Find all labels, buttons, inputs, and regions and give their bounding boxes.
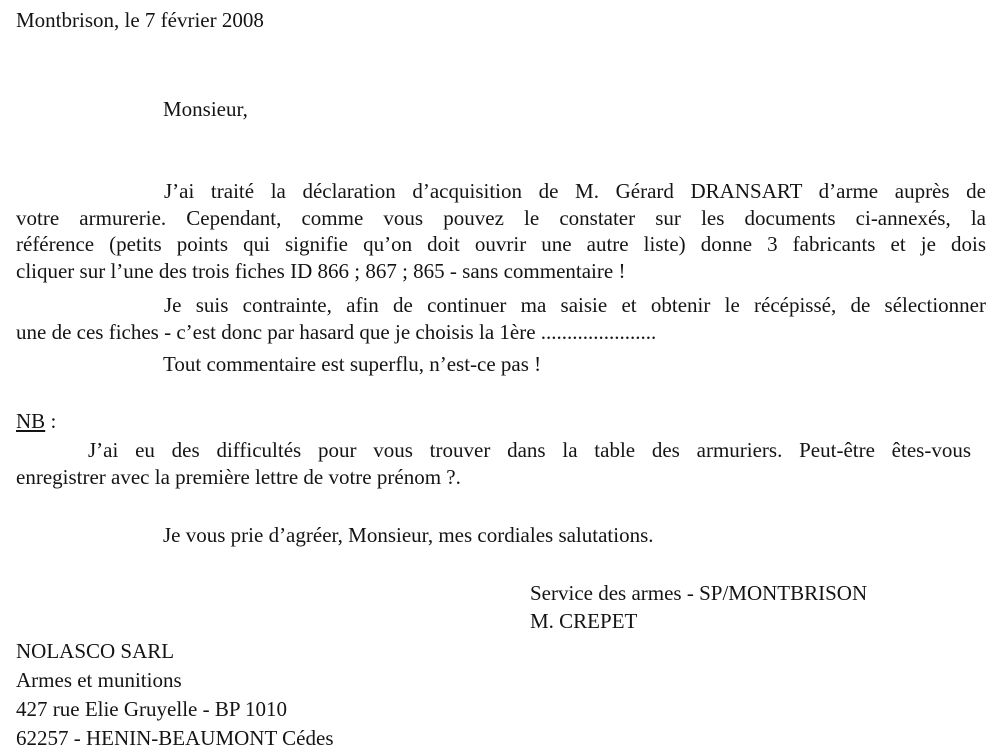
place-date: Montbrison, le 7 février 2008 — [16, 8, 264, 32]
nb-heading — [16, 408, 56, 434]
body-line: référence (petits points qui signifie qu’on doit ouvrir une autre liste) donne 3 fabricants et je dois — [16, 232, 986, 256]
body-paragraph-2 — [16, 292, 986, 345]
recipient-street: 427 rue Elie Gruyelle - BP 1010 — [16, 697, 288, 721]
nb-label: NB — [16, 409, 46, 433]
body-paragraph-1 — [16, 178, 986, 284]
recipient-company: NOLASCO SARL — [16, 639, 175, 663]
signature-name: M. CREPET — [530, 609, 638, 633]
body-line: J’ai traité la déclaration d’acquisition de M. Gérard DRANSART d’arme auprès de — [164, 179, 986, 203]
body-line: cliquer sur l’une des trois fiches ID 866 ; 867 ; 865 - sans commentaire ! — [16, 258, 626, 283]
nb-line: J’ai eu des difficultés pour vous trouver dans la table des armuriers. Peut-être êtes-vous — [88, 438, 971, 462]
body-paragraph-3: Tout commentaire est superflu, n’est-ce pas ! — [163, 352, 542, 376]
recipient-city: 62257 - HENIN-BEAUMONT Cédes — [16, 726, 334, 750]
body-line: votre armurerie. Cependant, comme vous pouvez le constater sur les documents ci-annexés, la — [16, 205, 986, 230]
body-line: Je suis contrainte, afin de continuer ma saisie et obtenir le récépissé, de sélectionner — [164, 293, 986, 317]
recipient-activity: Armes et munitions — [16, 668, 182, 692]
nb-paragraph — [16, 437, 971, 490]
signature-service: Service des armes - SP/MONTBRISON — [530, 581, 868, 605]
body-line: une de ces fiches - c’est donc par hasard que je choisis la 1ère ...................... — [16, 319, 657, 344]
nb-colon: : — [45, 409, 57, 433]
closing: Je vous prie d’agréer, Monsieur, mes cordiales salutations. — [163, 523, 654, 547]
nb-line: enregistrer avec la première lettre de votre prénom ?. — [16, 464, 461, 489]
salutation: Monsieur, — [163, 97, 248, 121]
